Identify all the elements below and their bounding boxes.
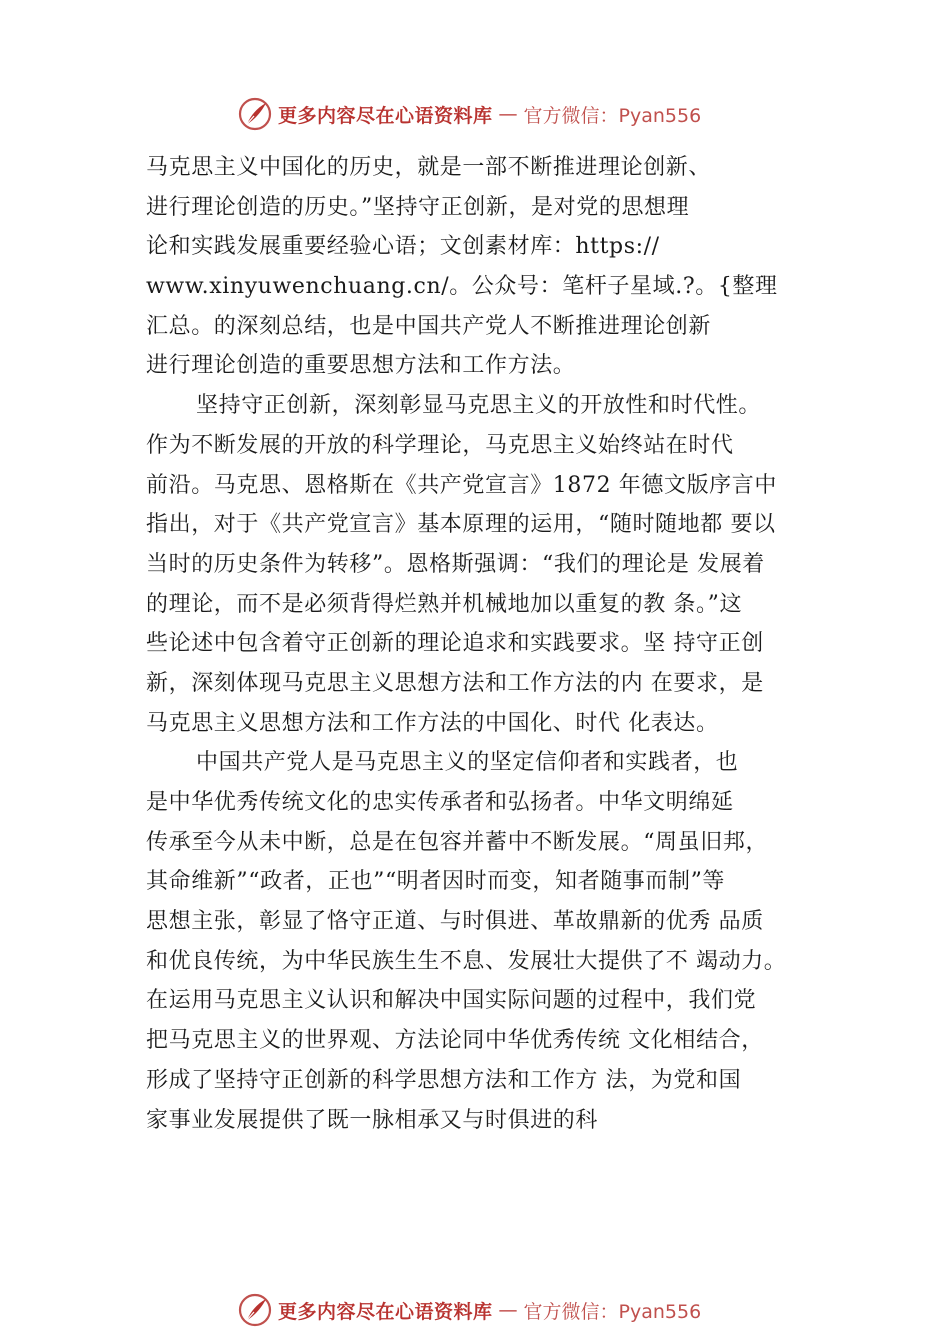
paragraph-start-line: 坚持守正创新，深刻彰显马克思主义的开放性和时代性。 [196, 393, 762, 419]
header-banner [238, 94, 758, 134]
banner-wechat: 官方微信：Pyan556 [523, 104, 702, 127]
banner-dash: — [498, 1299, 518, 1321]
text-line: 把马克思主义的世界观、方法论同中华优秀传统 文化相结合， [146, 1028, 764, 1054]
text-line: 进行理论创造的历史。”坚持守正创新，是对党的思想理 [146, 194, 690, 220]
text-line: 作为不断发展的开放的科学理论，马克思主义始终站在时代 [146, 432, 734, 458]
text-line: 前沿。马克思、恩格斯在《共产党宣言》1872 年德文版序言中 [146, 472, 777, 498]
text-line: 些论述中包含着守正创新的理论追求和实践要求。坚 持守正创 [146, 631, 764, 657]
paragraph-start-line: 中国共产党人是马克思主义的坚定信仰者和实践者，也 [196, 750, 739, 776]
document-body [146, 148, 836, 1140]
text-line: 马克思主义中国化的历史，就是一部不断推进理论创新、 [146, 155, 712, 180]
banner-title: 更多内容尽在心语资料库 [278, 1300, 493, 1323]
text-line: 传承至今从未中断，总是在包容并蓄中不断发展。“周虽旧邦， [146, 829, 769, 855]
text-line: 其命维新”“政者，正也”“明者因时而变，知者随事而制”等 [146, 869, 726, 895]
text-line: 马克思主义思想方法和工作方法的中国化、时代 化表达。 [146, 710, 719, 736]
banner-dash: — [498, 103, 518, 125]
text-line: 进行理论创造的重要思想方法和工作方法。 [146, 353, 576, 379]
text-line: 家事业发展提供了既一脉相承又与时俱进的科 [146, 1107, 599, 1133]
text-line: 和优良传统，为中华民族生生不息、发展壮大提供了不 竭动力。 [146, 948, 787, 974]
banner-wechat: 官方微信：Pyan556 [523, 1300, 702, 1323]
footer-banner [238, 1290, 758, 1330]
banner-title: 更多内容尽在心语资料库 [278, 104, 493, 127]
text-line: 当时的历史条件为转移”。恩格斯强调：“我们的理论是 发展着 [146, 551, 765, 577]
text-line: 在运用马克思主义认识和解决中国实际问题的过程中，我们党 [146, 988, 757, 1014]
text-line: 的理论，而不是必须背得烂熟并机械地加以重复的教 条。”这 [146, 591, 743, 617]
quill-logo-icon [238, 1293, 272, 1327]
text-line: 汇总。的深刻总结，也是中国共产党人不断推进理论创新 [146, 313, 712, 339]
text-line: 形成了坚持守正创新的科学思想方法和工作方 法，为党和国 [146, 1067, 742, 1093]
text-line: 思想主张，彰显了恪守正道、与时俱进、革故鼎新的优秀 品质 [146, 909, 764, 935]
text-line: 新，深刻体现马克思主义思想方法和工作方法的内 在要求，是 [146, 670, 764, 696]
text-line: 指出，对于《共产党宣言》基本原理的运用，“随时随地都 要以 [146, 512, 776, 538]
text-line: www.xinyuwenchuang.cn/。公众号：笔杆子星域.?。{整理 [146, 274, 778, 300]
text-line: 是中华优秀传统文化的忠实传承者和弘扬者。中华文明绵延 [146, 790, 734, 815]
quill-logo-icon [238, 97, 272, 131]
text-line: 论和实践发展重要经验心语；文创素材库：https:// [146, 234, 660, 260]
